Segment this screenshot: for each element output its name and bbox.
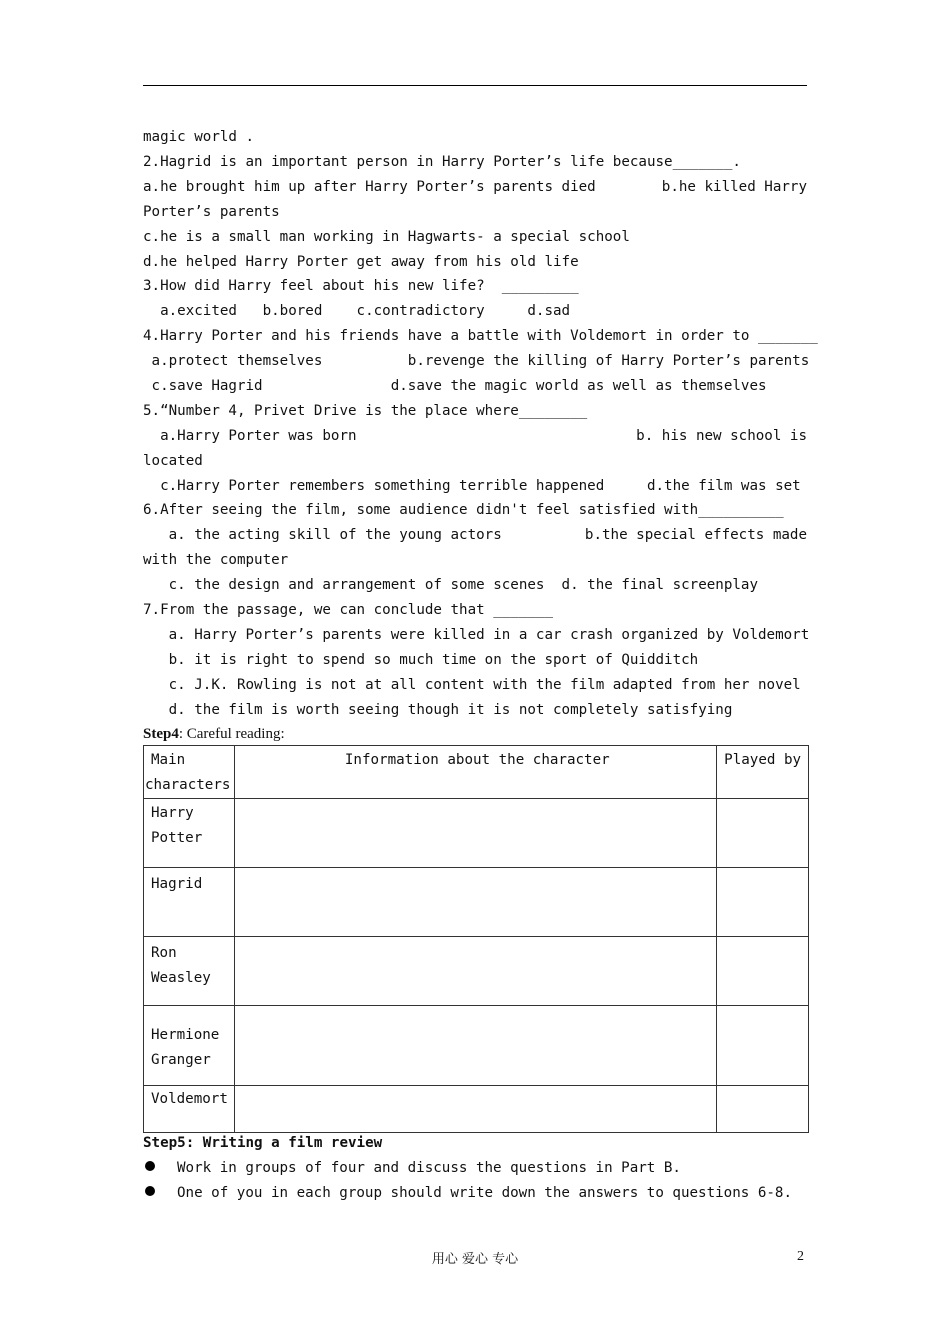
character-name: Harry Potter	[144, 799, 235, 868]
table-row	[144, 799, 809, 868]
option-b: b. his new school is	[636, 428, 807, 444]
table-header: Played by	[717, 746, 809, 799]
question-2: 2.Hagrid is an important person in Harry Porter’s life because_______.	[143, 154, 741, 170]
step4-label: Step4	[143, 726, 179, 742]
question-2-option-ab	[143, 175, 807, 199]
bullet-icon	[145, 1161, 155, 1171]
table-header-row	[144, 746, 809, 799]
question-6: 6.After seeing the film, some audience didn't feel satisfied with__________	[143, 502, 784, 518]
footer-motto: 用心 爱心 专心	[431, 1252, 519, 1267]
table-row	[144, 868, 809, 937]
option-b: b.he killed Harry	[661, 179, 807, 195]
info-cell	[235, 1086, 717, 1133]
question-4-options-ab: a.protect themselves b.revenge the killing of Harry Porter’s parents	[143, 353, 810, 369]
question-7-option-d: d. the film is worth seeing though it is not completely satisfying	[143, 702, 733, 718]
played-by-cell	[717, 1086, 809, 1133]
page-number: 2	[797, 1249, 804, 1264]
table-row	[144, 1086, 809, 1133]
option-a: a. the acting skill of the young actors	[143, 527, 502, 543]
question-7: 7.From the passage, we can conclude that _______	[143, 602, 553, 618]
played-by-cell	[717, 868, 809, 937]
table-row	[144, 937, 809, 1006]
character-name: Hagrid	[144, 868, 235, 937]
question-4: 4.Harry Porter and his friends have a battle with Voldemort in order to _______	[143, 328, 818, 344]
question-5: 5.“Number 4, Privet Drive is the place where________	[143, 403, 588, 419]
option-b: b.the special effects made	[584, 527, 807, 543]
question-7-option-c: c. J.K. Rowling is not at all content with the film adapted from her novel	[143, 677, 801, 693]
question-5-option-ab	[143, 424, 807, 448]
played-by-cell	[717, 937, 809, 1006]
question-3: 3.How did Harry feel about his new life? _________	[143, 278, 579, 294]
info-cell	[235, 868, 717, 937]
info-cell	[235, 937, 717, 1006]
info-cell	[235, 799, 717, 868]
table-row	[144, 1006, 809, 1086]
step4-text: : Careful reading:	[178, 726, 285, 742]
question-7-option-b: b. it is right to spend so much time on the sport of Quidditch	[143, 652, 699, 668]
question-4-options-cd: c.save Hagrid d.save the magic world as well as themselves	[143, 378, 767, 394]
option-a: a.Harry Porter was born	[143, 428, 357, 444]
option-a: a.he brought him up after Harry Porter’s parents died	[143, 179, 596, 195]
question-6-options-cd: c. the design and arrangement of some scenes d. the final screenplay	[143, 577, 758, 593]
question-2-option-c: c.he is a small man working in Hagwarts- a special school	[143, 229, 630, 245]
header-rule	[143, 85, 807, 86]
question-3-options: a.excited b.bored c.contradictory d.sad	[143, 303, 571, 319]
question-6-option-ab	[143, 523, 807, 547]
characters-table	[143, 745, 809, 1133]
question-7-option-a: a. Harry Porter’s parents were killed in a car crash organized by Voldemort	[143, 627, 810, 643]
question-2-option-d: d.he helped Harry Porter get away from his old life	[143, 254, 579, 270]
bullet-item: Work in groups of four and discuss the questions in Part B.	[143, 1156, 681, 1180]
table-header: Main characters	[144, 746, 235, 799]
character-name: Hermione Granger	[144, 1006, 235, 1086]
question-5-options-cd: c.Harry Porter remembers something terrible happened d.the film was set	[143, 478, 801, 494]
bullet-item: One of you in each group should write down the answers to questions 6-8.	[143, 1181, 792, 1205]
step5-heading: Step5: Writing a film review	[143, 1135, 383, 1151]
character-name: Voldemort	[144, 1086, 235, 1133]
text-line: located	[143, 453, 203, 469]
character-name: Ron Weasley	[144, 937, 235, 1006]
bullet-icon	[145, 1186, 155, 1196]
table-header: Information about the character	[235, 746, 717, 799]
text-line: Porter’s parents	[143, 204, 280, 220]
played-by-cell	[717, 799, 809, 868]
info-cell	[235, 1006, 717, 1086]
played-by-cell	[717, 1006, 809, 1086]
text-line: with the computer	[143, 552, 289, 568]
text-line: magic world .	[143, 129, 255, 145]
step4-heading	[143, 722, 807, 746]
